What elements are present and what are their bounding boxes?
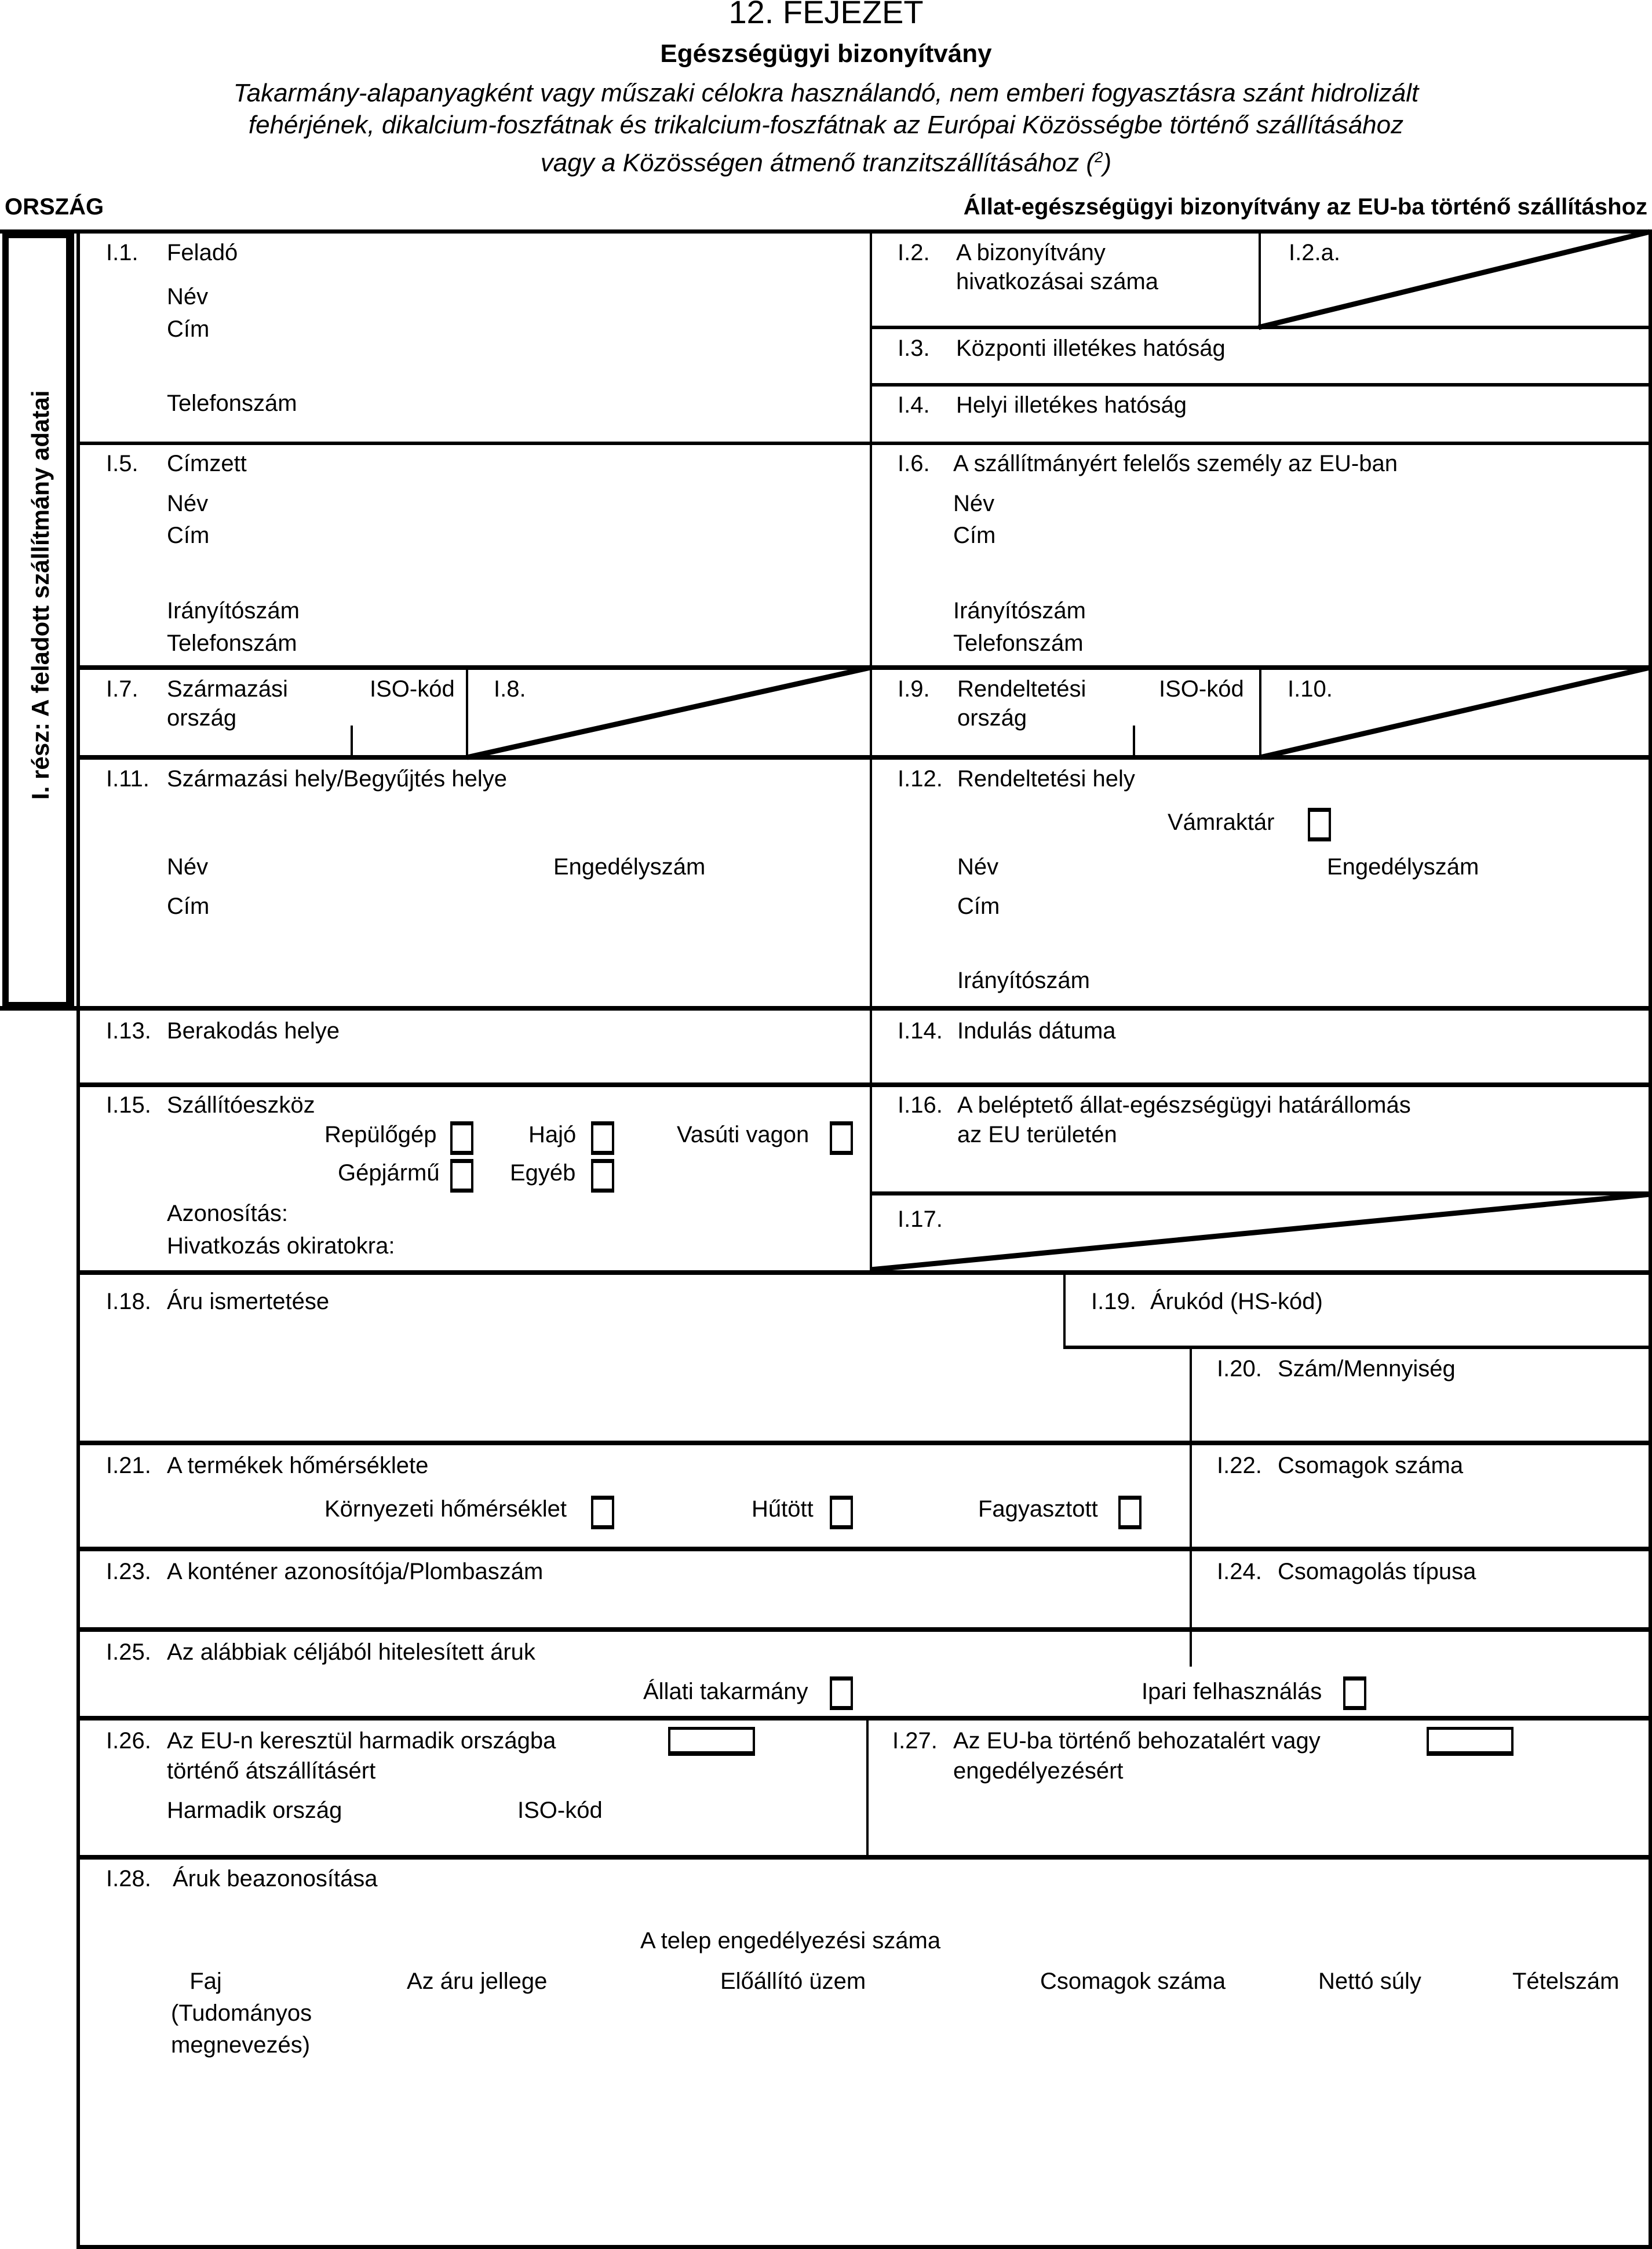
i21-chilled-label: Hűtött [752, 1496, 814, 1522]
i6-title: A szállítmányért felelős személy az EU-ban [953, 451, 1398, 476]
i15-documents-label: Hivatkozás okiratokra: [167, 1233, 395, 1259]
i24-num: I.24. [1217, 1559, 1262, 1584]
i15-rail-checkbox[interactable] [830, 1121, 853, 1155]
certificate-title: Egészségügyi bizonyítvány [660, 39, 992, 68]
i16-title-1: A beléptető állat-egészségügyi határállomás [957, 1092, 1411, 1118]
i8-strike [467, 668, 870, 757]
i7-num: I.7. [106, 676, 138, 702]
i5-title: Címzett [167, 451, 247, 476]
i18-title: Áru ismertetése [167, 1289, 330, 1314]
i28-col-net-weight: Nettó súly [1318, 1969, 1421, 1994]
i9-iso-tick [1133, 726, 1135, 757]
i19-divider [1063, 1273, 1066, 1348]
line-i15 [76, 1082, 1652, 1087]
i21-ambient-label: Környezeti hőmérséklet [324, 1496, 567, 1522]
i25-industrial-label: Ipari felhasználás [1142, 1679, 1322, 1704]
i26-third-country-label: Harmadik ország [167, 1798, 342, 1823]
i27-title-1: Az EU-ba történő behozatalért vagy [953, 1728, 1321, 1754]
i17-num: I.17. [898, 1206, 943, 1232]
i2-num: I.2. [898, 240, 930, 265]
i1-address-label: Cím [167, 316, 210, 342]
country-label: ORSZÁG [5, 194, 104, 220]
i11-address-label: Cím [167, 894, 210, 919]
chapter-title: 12. FEJEZET [728, 0, 924, 30]
i14-num: I.14. [898, 1018, 943, 1044]
i27-checkbox[interactable] [1427, 1727, 1514, 1756]
i1-name-label: Név [167, 284, 209, 309]
i15-plane-checkbox[interactable] [450, 1121, 473, 1155]
line-i4 [870, 383, 1652, 387]
i28-num: I.28. [106, 1866, 151, 1891]
i6-address-label: Cím [953, 523, 996, 548]
i11-approval-label: Engedélyszám [553, 854, 706, 880]
i28-col-species-3: megnevezés) [171, 2032, 311, 2058]
i26-num: I.26. [106, 1728, 151, 1754]
i5-postcode-label: Irányítószám [167, 598, 300, 624]
i7-iso-label: ISO-kód [370, 676, 455, 702]
line-i28 [76, 1855, 1652, 1860]
footnote-ref[interactable]: 2 [1095, 148, 1103, 166]
line-i18 [76, 1270, 1652, 1275]
i21-title: A termékek hőmérséklete [167, 1453, 429, 1478]
i21-ambient-checkbox[interactable] [591, 1496, 614, 1529]
i26-title-1: Az EU-n keresztül harmadik országba [167, 1728, 556, 1754]
i24-title: Csomagolás típusa [1278, 1559, 1476, 1584]
i15-identification-label: Azonosítás: [167, 1201, 289, 1226]
col-divider-i26 [866, 1718, 869, 1857]
i4-title: Helyi illetékes hatóság [956, 392, 1187, 418]
i1-title: Feladó [167, 240, 238, 265]
col-divider-i11 [870, 757, 872, 1009]
i7-title-1: Származási [167, 676, 288, 702]
i2a-num: I.2.a. [1289, 240, 1340, 265]
i28-col-species-1: Faj [189, 1969, 222, 1994]
i9-title-1: Rendeltetési [957, 676, 1086, 702]
i19-title: Árukód (HS-kód) [1150, 1289, 1323, 1314]
i23-num: I.23. [106, 1559, 151, 1584]
i6-num: I.6. [898, 451, 930, 476]
i28-col-manufacturing-plant: Előállító üzem [720, 1969, 866, 1994]
i15-num: I.15. [106, 1092, 151, 1118]
i9-title-2: ország [957, 705, 1027, 731]
i12-title: Rendeltetési hely [957, 766, 1135, 792]
i17-strike [871, 1194, 1650, 1272]
i15-road-checkbox[interactable] [450, 1159, 473, 1193]
i15-other-label: Egyéb [510, 1160, 576, 1186]
i10-num: I.10. [1288, 676, 1333, 702]
description-line-2: fehérjének, dikalcium-foszfátnak és trikalcium-foszfátnak az Európai Közösségbe történő szállításához [248, 111, 1404, 139]
i9-iso-label: ISO-kód [1159, 676, 1244, 702]
description-line-3-text: vagy a Közösségen átmenő tranzitszállításához ( [540, 148, 1095, 177]
i25-industrial-checkbox[interactable] [1343, 1676, 1366, 1710]
i2-title-2: hivatkozásai száma [956, 269, 1159, 294]
i27-title-2: engedélyezésért [953, 1758, 1124, 1784]
i3-num: I.3. [898, 336, 930, 361]
i6-postcode-label: Irányítószám [953, 598, 1086, 624]
i20-title: Szám/Mennyiség [1278, 1356, 1456, 1382]
i14-title: Indulás dátuma [957, 1018, 1116, 1044]
i27-num: I.27. [892, 1728, 938, 1754]
i25-feed-checkbox[interactable] [830, 1676, 853, 1710]
line-i11 [76, 755, 1652, 760]
i25-title: Az alábbiak céljából hitelesített áruk [167, 1639, 535, 1665]
i5-phone-label: Telefonszám [167, 630, 297, 656]
i28-col-batch: Tételszám [1512, 1969, 1620, 1994]
i8-num: I.8. [494, 676, 526, 702]
i5-num: I.5. [106, 451, 138, 476]
i15-ship-checkbox[interactable] [591, 1121, 614, 1155]
i6-name-label: Név [953, 491, 995, 516]
i11-num: I.11. [106, 766, 149, 792]
i11-title: Származási hely/Begyűjtés helye [167, 766, 507, 792]
i7-title-2: ország [167, 705, 237, 731]
line-i21 [76, 1441, 1652, 1445]
i21-frozen-checkbox[interactable] [1118, 1496, 1142, 1529]
i12-postcode-label: Irányítószám [957, 968, 1090, 993]
i12-approval-label: Engedélyszám [1327, 854, 1479, 880]
frame-bottom [76, 2245, 1652, 2249]
part-one-side-label: I. rész: A feladott szállítmány adatai [27, 390, 54, 800]
i15-ship-label: Hajó [528, 1122, 577, 1147]
i28-plant-approval-header: A telep engedélyezési száma [640, 1928, 941, 1953]
line-i23 [76, 1547, 1652, 1551]
i13-num: I.13. [106, 1018, 151, 1044]
i21-frozen-label: Fagyasztott [978, 1496, 1098, 1522]
i28-title: Áruk beazonosítása [173, 1866, 378, 1891]
i25-feed-label: Állati takarmány [643, 1679, 808, 1704]
cert-type-label: Állat-egészségügyi bizonyítvány az EU-ba történő szállításhoz [963, 194, 1647, 220]
i15-rail-label: Vasúti vagon [677, 1122, 809, 1147]
i7-iso-tick [351, 726, 353, 757]
i2-title-1: A bizonyítvány [956, 240, 1106, 265]
description-line-3 [0, 142, 1652, 178]
i12-num: I.12. [898, 766, 943, 792]
i12-customs-checkbox[interactable] [1308, 808, 1331, 841]
i20-num: I.20. [1217, 1356, 1262, 1382]
i1-num: I.1. [106, 240, 138, 265]
i4-num: I.4. [898, 392, 930, 418]
i16-num: I.16. [898, 1092, 943, 1118]
i1-phone-label: Telefonszám [167, 391, 297, 416]
i15-plane-label: Repülőgép [324, 1122, 437, 1147]
i9-num: I.9. [898, 676, 930, 702]
i28-col-nature: Az áru jellege [407, 1969, 548, 1994]
i15-other-checkbox[interactable] [591, 1159, 614, 1193]
i13-title: Berakodás helye [167, 1018, 340, 1044]
line-i5 [76, 442, 1652, 445]
i28-col-species-2: (Tudományos [171, 2000, 312, 2026]
i25-num: I.25. [106, 1639, 151, 1665]
line-i25 [76, 1627, 1652, 1632]
col-divider-lower [1190, 1348, 1192, 1667]
i23-title: A konténer azonosítója/Plombaszám [167, 1559, 544, 1584]
i26-title-2: történő átszállításért [167, 1758, 376, 1784]
i22-num: I.22. [1217, 1453, 1262, 1478]
i15-title: Szállítóeszköz [167, 1092, 315, 1118]
i5-name-label: Név [167, 491, 209, 516]
i15-road-label: Gépjármű [338, 1160, 440, 1186]
footnote-close: ) [1103, 148, 1112, 177]
i12-address-label: Cím [957, 894, 1000, 919]
i26-checkbox[interactable] [668, 1727, 755, 1756]
line-i26 [76, 1716, 1652, 1721]
i28-col-packages: Csomagok száma [1040, 1969, 1226, 1994]
i21-num: I.21. [106, 1453, 151, 1478]
description-line-1: Takarmány-alapanyagként vagy műszaki célokra használandó, nem emberi fogyasztásra szánt hidrolizált [233, 79, 1419, 107]
i3-title: Központi illetékes hatóság [956, 336, 1226, 361]
i22-title: Csomagok száma [1278, 1453, 1464, 1478]
i5-address-label: Cím [167, 523, 210, 548]
i6-phone-label: Telefonszám [953, 630, 1084, 656]
i21-chilled-checkbox[interactable] [830, 1496, 853, 1529]
i12-customs-label: Vámraktár [1168, 810, 1275, 835]
line-i20 [1063, 1346, 1652, 1349]
i26-iso-label: ISO-kód [517, 1798, 603, 1823]
line-i13 [0, 1006, 1652, 1011]
i16-title-2: az EU területén [957, 1122, 1117, 1147]
i19-num: I.19. [1091, 1289, 1136, 1314]
i18-num: I.18. [106, 1289, 151, 1314]
i12-name-label: Név [957, 854, 999, 880]
frame-left [76, 229, 80, 2249]
i11-name-label: Név [167, 854, 209, 880]
